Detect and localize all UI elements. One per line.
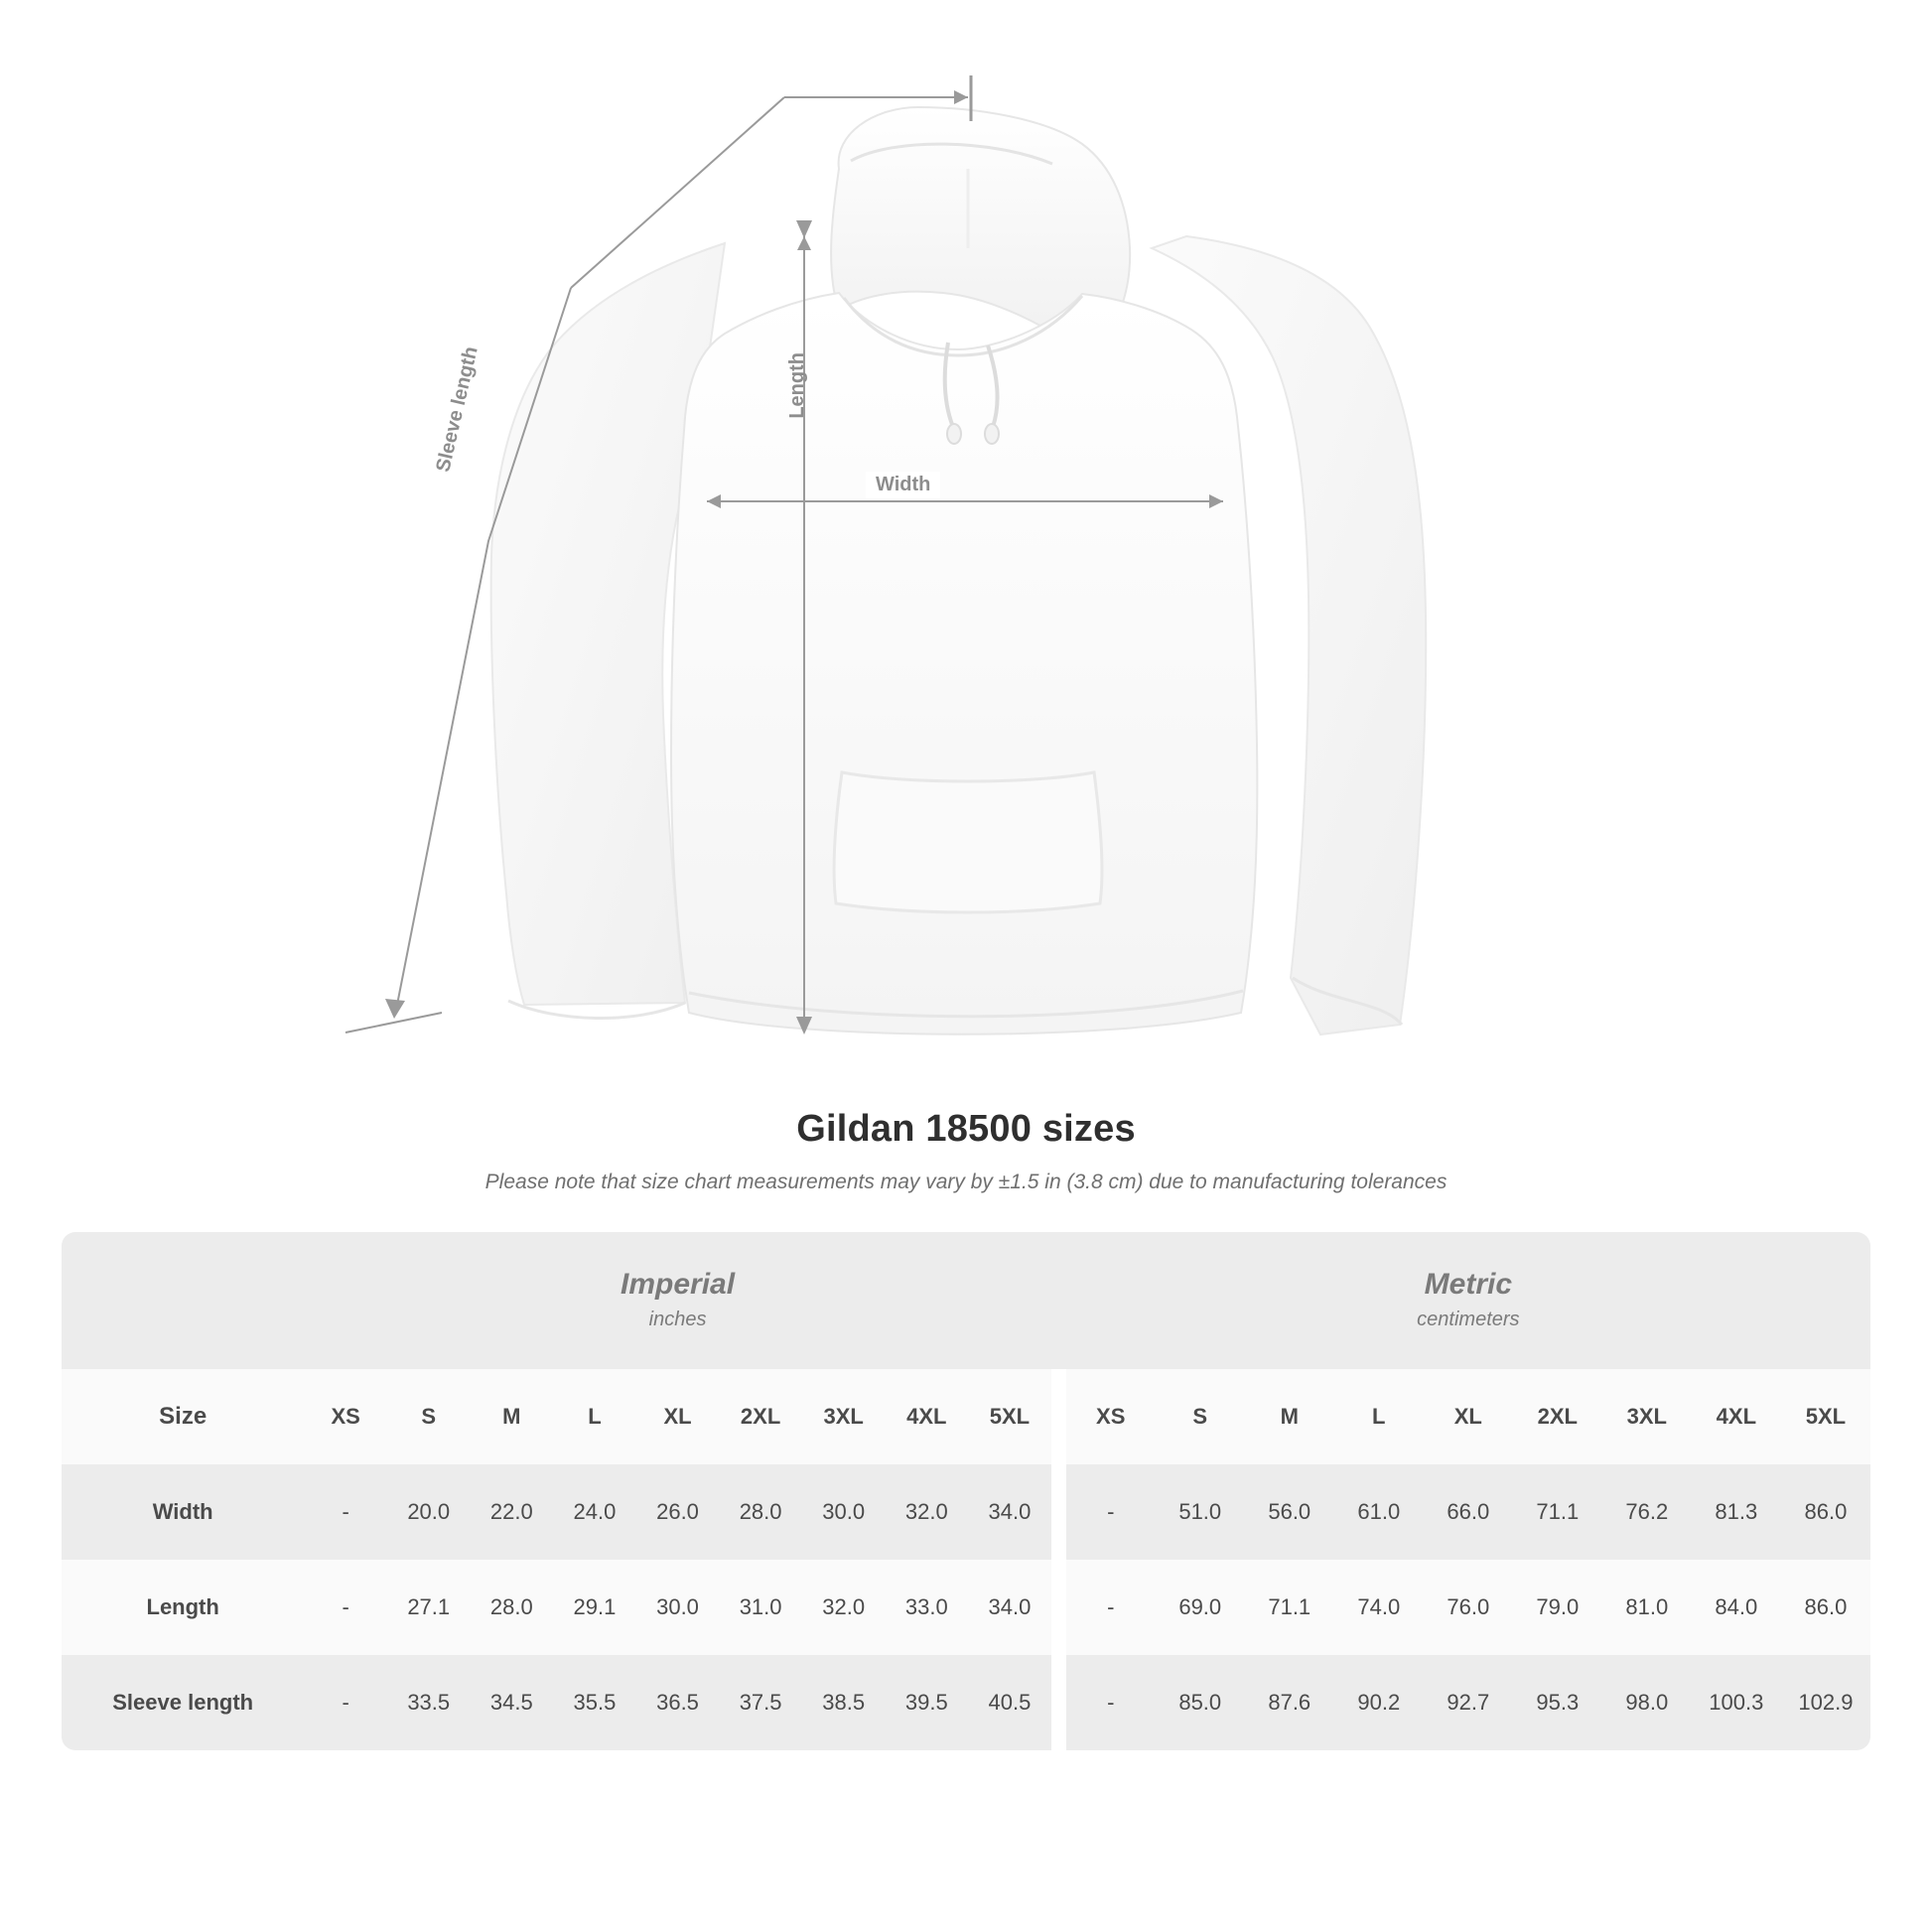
size-header-imperial-xs: XS <box>304 1369 387 1464</box>
cell-length-imp-m: 28.0 <box>471 1560 554 1655</box>
size-header-row <box>62 1369 1870 1464</box>
metric-label: Metric <box>1424 1268 1513 1302</box>
cell-width-met-xs: - <box>1066 1464 1156 1560</box>
size-table-wrapper <box>62 1232 1870 1750</box>
cell-width-imp-2xl: 28.0 <box>719 1464 802 1560</box>
units-row <box>62 1232 1870 1369</box>
cell-length-imp-4xl: 33.0 <box>886 1560 969 1655</box>
imperial-header-cell <box>304 1232 1050 1369</box>
title-block <box>0 1108 1932 1194</box>
cell-width-met-m: 56.0 <box>1245 1464 1334 1560</box>
page-title: Gildan 18500 sizes <box>796 1108 1136 1150</box>
cell-length-met-5xl: 86.0 <box>1781 1560 1870 1655</box>
cell-sleeve-imp-4xl: 39.5 <box>886 1655 969 1750</box>
cell-sleeve-met-l: 90.2 <box>1334 1655 1424 1750</box>
cell-length-met-m: 71.1 <box>1245 1560 1334 1655</box>
cell-length-met-4xl: 84.0 <box>1692 1560 1781 1655</box>
row-gap-sleeve <box>1051 1655 1066 1750</box>
cell-length-imp-5xl: 34.0 <box>968 1560 1051 1655</box>
header-gap <box>1051 1369 1066 1464</box>
cell-sleeve-imp-xs: - <box>304 1655 387 1750</box>
metric-sub: centimeters <box>1417 1308 1520 1330</box>
cell-width-imp-l: 24.0 <box>553 1464 636 1560</box>
units-gap <box>1051 1232 1066 1369</box>
cell-length-met-xl: 76.0 <box>1424 1560 1513 1655</box>
cell-length-met-3xl: 81.0 <box>1602 1560 1692 1655</box>
size-header-metric-xs: XS <box>1066 1369 1156 1464</box>
cell-sleeve-met-5xl: 102.9 <box>1781 1655 1870 1750</box>
cell-width-met-4xl: 81.3 <box>1692 1464 1781 1560</box>
size-table <box>62 1232 1870 1750</box>
cell-length-met-l: 74.0 <box>1334 1560 1424 1655</box>
size-header-metric-s: S <box>1156 1369 1245 1464</box>
width-label: Width <box>876 474 931 495</box>
size-header-metric-m: M <box>1245 1369 1334 1464</box>
table-row <box>62 1464 1870 1560</box>
size-header-metric-4xl: 4XL <box>1692 1369 1781 1464</box>
size-header-metric-5xl: 5XL <box>1781 1369 1870 1464</box>
imperial-label: Imperial <box>621 1268 736 1302</box>
cell-length-imp-xl: 30.0 <box>636 1560 720 1655</box>
cell-sleeve-met-2xl: 95.3 <box>1513 1655 1602 1750</box>
cell-width-imp-5xl: 34.0 <box>968 1464 1051 1560</box>
cell-sleeve-met-s: 85.0 <box>1156 1655 1245 1750</box>
cell-sleeve-met-xs: - <box>1066 1655 1156 1750</box>
cell-sleeve-met-xl: 92.7 <box>1424 1655 1513 1750</box>
size-header-metric-2xl: 2XL <box>1513 1369 1602 1464</box>
row-gap-width <box>1051 1464 1066 1560</box>
cell-width-imp-s: 20.0 <box>387 1464 471 1560</box>
row-label-width: Width <box>62 1464 304 1560</box>
cell-width-met-xl: 66.0 <box>1424 1464 1513 1560</box>
size-header-imperial-3xl: 3XL <box>802 1369 886 1464</box>
table-row <box>62 1655 1870 1750</box>
cell-length-met-s: 69.0 <box>1156 1560 1245 1655</box>
cell-sleeve-imp-s: 33.5 <box>387 1655 471 1750</box>
size-header-metric-xl: XL <box>1424 1369 1513 1464</box>
cell-length-imp-s: 27.1 <box>387 1560 471 1655</box>
cell-sleeve-imp-3xl: 38.5 <box>802 1655 886 1750</box>
cell-sleeve-met-4xl: 100.3 <box>1692 1655 1781 1750</box>
cell-length-met-2xl: 79.0 <box>1513 1560 1602 1655</box>
size-header-imperial-5xl: 5XL <box>968 1369 1051 1464</box>
cell-length-met-xs: - <box>1066 1560 1156 1655</box>
tolerance-note: Please note that size chart measurements may vary by ±1.5 in (3.8 cm) due to manufacturing tolerances <box>484 1171 1448 1193</box>
cell-width-met-5xl: 86.0 <box>1781 1464 1870 1560</box>
size-header-imperial-4xl: 4XL <box>886 1369 969 1464</box>
imperial-sub: inches <box>648 1308 707 1330</box>
cell-sleeve-met-3xl: 98.0 <box>1602 1655 1692 1750</box>
cell-width-met-l: 61.0 <box>1334 1464 1424 1560</box>
cell-sleeve-imp-l: 35.5 <box>553 1655 636 1750</box>
cell-sleeve-imp-5xl: 40.5 <box>968 1655 1051 1750</box>
row-label-length: Length <box>62 1560 304 1655</box>
cell-sleeve-imp-2xl: 37.5 <box>719 1655 802 1750</box>
cell-width-imp-m: 22.0 <box>471 1464 554 1560</box>
size-header-imperial-m: M <box>471 1369 554 1464</box>
sleeve-length-label: Sleeve length <box>432 344 483 475</box>
cell-width-imp-xl: 26.0 <box>636 1464 720 1560</box>
cell-width-met-3xl: 76.2 <box>1602 1464 1692 1560</box>
cell-length-imp-2xl: 31.0 <box>719 1560 802 1655</box>
cell-width-met-2xl: 71.1 <box>1513 1464 1602 1560</box>
width-label-wrap <box>866 472 940 498</box>
size-header-metric-3xl: 3XL <box>1602 1369 1692 1464</box>
cell-width-imp-3xl: 30.0 <box>802 1464 886 1560</box>
table-row <box>62 1560 1870 1655</box>
size-header-imperial-2xl: 2XL <box>719 1369 802 1464</box>
metric-header-cell <box>1066 1232 1870 1369</box>
size-header-imperial-xl: XL <box>636 1369 720 1464</box>
size-header-imperial-s: S <box>387 1369 471 1464</box>
units-corner <box>62 1232 304 1369</box>
row-label-sleeve-length: Sleeve length <box>62 1655 304 1750</box>
cell-length-imp-3xl: 32.0 <box>802 1560 886 1655</box>
cell-width-imp-xs: - <box>304 1464 387 1560</box>
size-header-metric-l: L <box>1334 1369 1424 1464</box>
cell-length-imp-xs: - <box>304 1560 387 1655</box>
cell-width-met-s: 51.0 <box>1156 1464 1245 1560</box>
length-label: Length <box>786 352 808 419</box>
cell-sleeve-imp-xl: 36.5 <box>636 1655 720 1750</box>
cell-sleeve-imp-m: 34.5 <box>471 1655 554 1750</box>
row-gap-length <box>1051 1560 1066 1655</box>
size-header-label: Size <box>62 1369 304 1464</box>
length-label-wrap <box>786 352 809 424</box>
cell-length-imp-l: 29.1 <box>553 1560 636 1655</box>
cell-width-imp-4xl: 32.0 <box>886 1464 969 1560</box>
size-header-imperial-l: L <box>553 1369 636 1464</box>
cell-sleeve-met-m: 87.6 <box>1245 1655 1334 1750</box>
